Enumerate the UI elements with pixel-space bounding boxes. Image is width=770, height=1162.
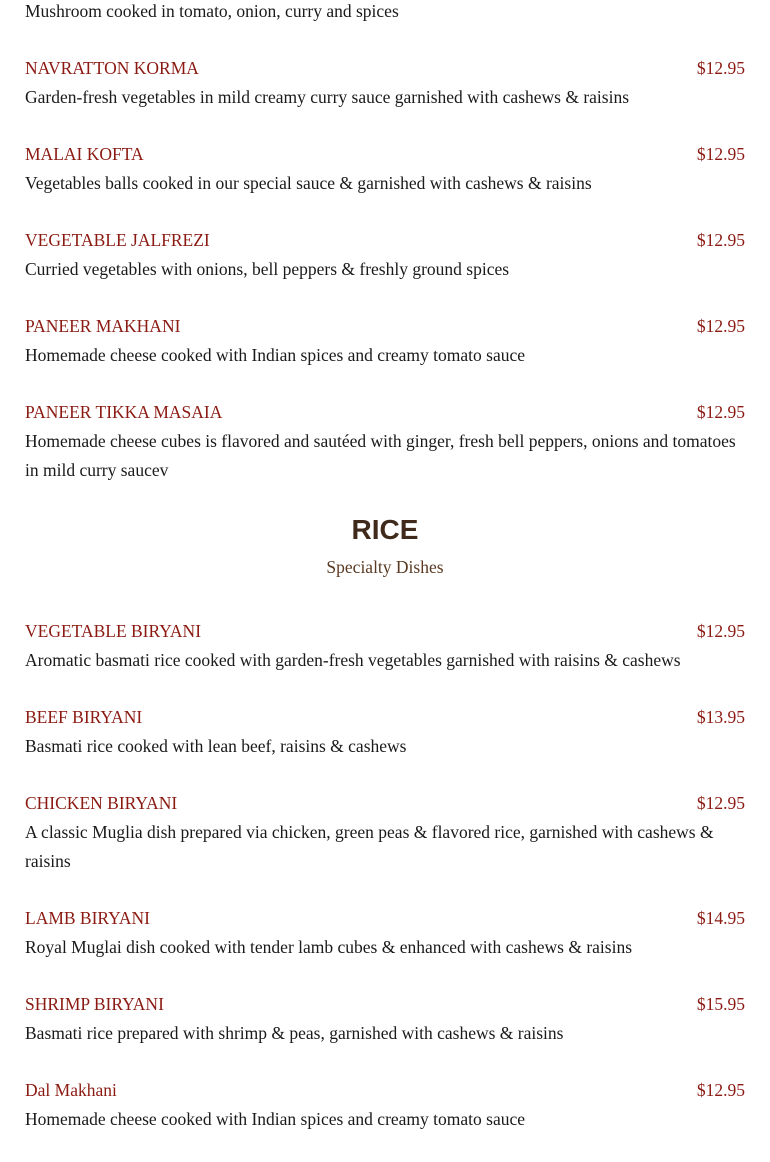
menu-item <box>25 312 745 370</box>
section-title: RICE <box>351 514 419 545</box>
menu-item-name: CHICKEN BIRYANI <box>25 793 178 813</box>
menu-item-header <box>25 140 745 169</box>
menu-item-name: MALAI KOFTA <box>25 144 144 164</box>
menu-item <box>25 703 745 761</box>
menu-item <box>25 1076 745 1134</box>
menu-item-description: Basmati rice prepared with shrimp & peas, garnished with cashews & raisins <box>25 1023 564 1043</box>
menu-item <box>25 904 745 962</box>
menu-item-name: PANEER TIKKA MASAIA <box>25 402 223 422</box>
menu-item-description: Vegetables balls cooked in our special sauce & garnished with cashews & raisins <box>25 173 592 193</box>
menu-item-price: $15.95 <box>696 994 745 1014</box>
menu-item-header <box>25 398 745 427</box>
menu-item-header <box>25 904 745 933</box>
menu-item-description: Homemade cheese cubes is flavored and sautéed with ginger, fresh bell peppers, onions and tomatoes in mild curry saucev <box>25 431 736 480</box>
menu-item-name: NAVRATTON KORMA <box>25 58 199 78</box>
menu-item-description: Royal Muglai dish cooked with tender lamb cubes & enhanced with cashews & raisins <box>25 937 633 957</box>
menu-item <box>25 0 745 26</box>
menu-item <box>25 617 745 675</box>
menu-item-description: Garden-fresh vegetables in mild creamy curry sauce garnished with cashews & raisins <box>25 87 630 107</box>
menu-item <box>25 789 745 876</box>
menu-item-name: VEGETABLE BIRYANI <box>25 621 202 641</box>
menu-item-header <box>25 703 745 732</box>
menu-item-header <box>25 789 745 818</box>
menu-page <box>25 0 745 1162</box>
menu-item-name: PANEER MAKHANI <box>25 316 181 336</box>
menu-item <box>25 140 745 198</box>
menu-item-header <box>25 617 745 646</box>
menu-item-description: Aromatic basmati rice cooked with garden-fresh vegetables garnished with raisins & cashews <box>25 650 681 670</box>
menu-item-description: Mushroom cooked in tomato, onion, curry and spices <box>25 1 399 21</box>
menu-item <box>25 398 745 485</box>
menu-item-header <box>25 54 745 83</box>
menu-item-name: SHRIMP BIRYANI <box>25 994 164 1014</box>
menu-item-name: BEEF BIRYANI <box>25 707 143 727</box>
menu-item-price: $14.95 <box>696 908 745 928</box>
menu-item-price: $12.95 <box>696 793 745 813</box>
menu-item <box>25 226 745 284</box>
menu-item-description: Basmati rice cooked with lean beef, raisins & cashews <box>25 736 407 756</box>
menu-item-price: $13.95 <box>696 707 745 727</box>
menu-item <box>25 54 745 112</box>
menu-item-header <box>25 1076 745 1105</box>
menu-item <box>25 990 745 1048</box>
menu-item-description: Curried vegetables with onions, bell peppers & freshly ground spices <box>25 259 510 279</box>
menu-item-description: Homemade cheese cooked with Indian spices and creamy tomato sauce <box>25 1109 526 1129</box>
menu-item-price: $12.95 <box>696 402 745 422</box>
section-subtitle: Specialty Dishes <box>326 557 444 577</box>
menu-item-header <box>25 226 745 255</box>
menu-item-price: $12.95 <box>696 621 745 641</box>
menu-item-price: $12.95 <box>696 316 745 336</box>
menu-item-header <box>25 312 745 341</box>
menu-item-price: $12.95 <box>696 230 745 250</box>
rice-section-header <box>25 513 745 579</box>
menu-item-name: LAMB BIRYANI <box>25 908 150 928</box>
menu-item-name: VEGETABLE JALFREZI <box>25 230 210 250</box>
menu-item-price: $12.95 <box>696 58 745 78</box>
menu-item-description: Homemade cheese cooked with Indian spices and creamy tomato sauce <box>25 345 526 365</box>
menu-item-price: $12.95 <box>696 144 745 164</box>
menu-item-price: $12.95 <box>696 1080 745 1100</box>
menu-item-name: Dal Makhani <box>25 1080 117 1100</box>
menu-item-header <box>25 990 745 1019</box>
menu-item-description: A classic Muglia dish prepared via chicken, green peas & flavored rice, garnished with cashews & raisins <box>25 822 714 871</box>
